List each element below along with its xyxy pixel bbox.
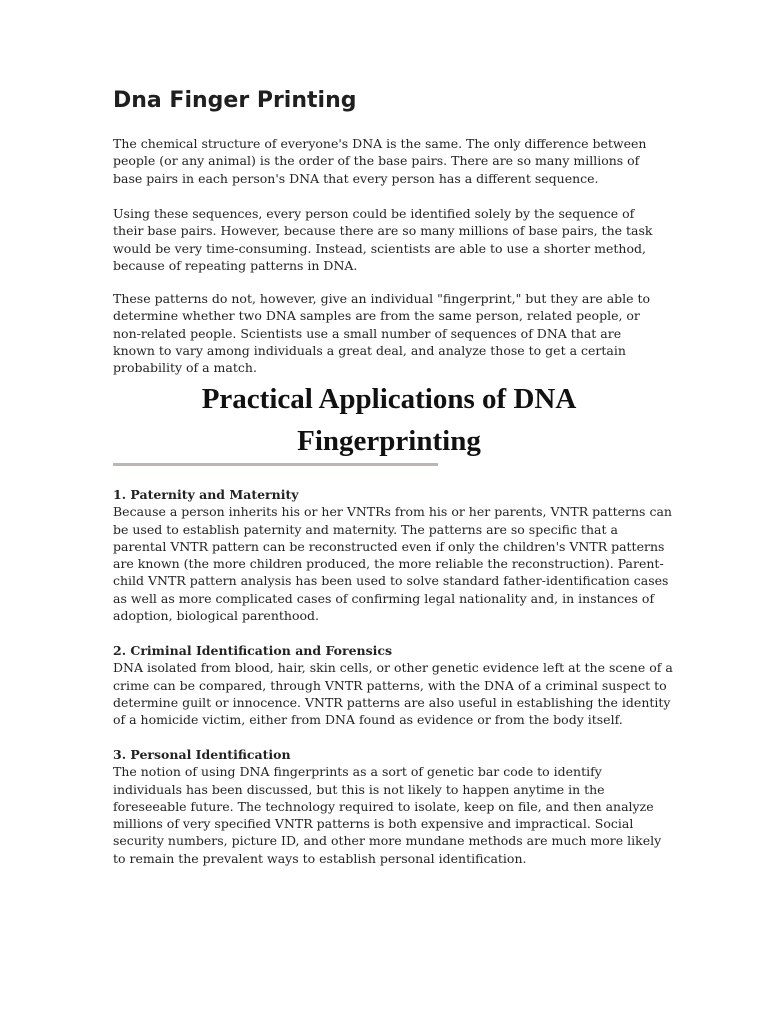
- application-paternity: [113, 486, 673, 624]
- section-divider: [113, 463, 438, 466]
- section-heading: Practical Applications of DNA Fingerprinting: [201, 383, 577, 457]
- application-heading: 3. Personal Identification: [113, 747, 291, 762]
- intro-paragraph-3: These patterns do not, however, give an individual "fingerprint," but they are able to determine whether two DNA samples are from the same person, related people, or non-related people. Scientists use a small number of sequences of DNA that are known to vary among individuals a great deal, and analyze those to get a certain probability of a match.: [113, 291, 651, 376]
- application-body: DNA isolated from blood, hair, skin cells, or other genetic evidence left at the scene of a crime can be compared, through VNTR patterns, with the DNA of a criminal suspect to determine guilt or innocence. VNTR patterns are also useful in establishing the identity of a homicide victim, either from DNA found as evidence or from the body itself.: [113, 660, 673, 728]
- application-forensics: [113, 642, 673, 728]
- intro-paragraph-1: The chemical structure of everyone's DNA is the same. The only difference between people (or any animal) is the order of the base pairs. There are so many millions of base pairs in each person's DNA that every person has a different sequence.: [113, 136, 647, 186]
- application-heading: 1. Paternity and Maternity: [113, 487, 299, 502]
- application-personal-identification: [113, 746, 673, 867]
- application-body: The notion of using DNA fingerprints as a sort of genetic bar code to identify individuals has been discussed, but this is not likely to happen anytime in the foreseeable future. The technology required to isolate, keep on file, and then analyze millions of very specified VNTR patterns is both expensive and impractical. Social security numbers, picture ID, and other more mundane methods are much more likely to remain the prevalent ways to establish personal identification.: [113, 764, 662, 866]
- intro-paragraph-2: Using these sequences, every person could be identified solely by the sequence of their base pairs. However, because there are so many millions of base pairs, the task would be very time-consuming. Instead, scientists are able to use a shorter method, because of repeating patterns in DNA.: [113, 206, 653, 273]
- application-body: Because a person inherits his or her VNTRs from his or her parents, VNTR patterns can be used to establish paternity and maternity. The patterns are so specific that a parental VNTR pattern can be reconstructed even if only the children's VNTR patterns are known (the more children produced, the more reliable the reconstruction). Parent-child VNTR pattern analysis has been used to solve standard father-identification cases as well as more complicated cases of confirming legal nationality and, in instances of adoption, biological parenthood.: [113, 504, 672, 624]
- application-heading: 2. Criminal Identification and Forensics: [113, 643, 393, 658]
- document-title: Dna Finger Printing: [113, 88, 357, 113]
